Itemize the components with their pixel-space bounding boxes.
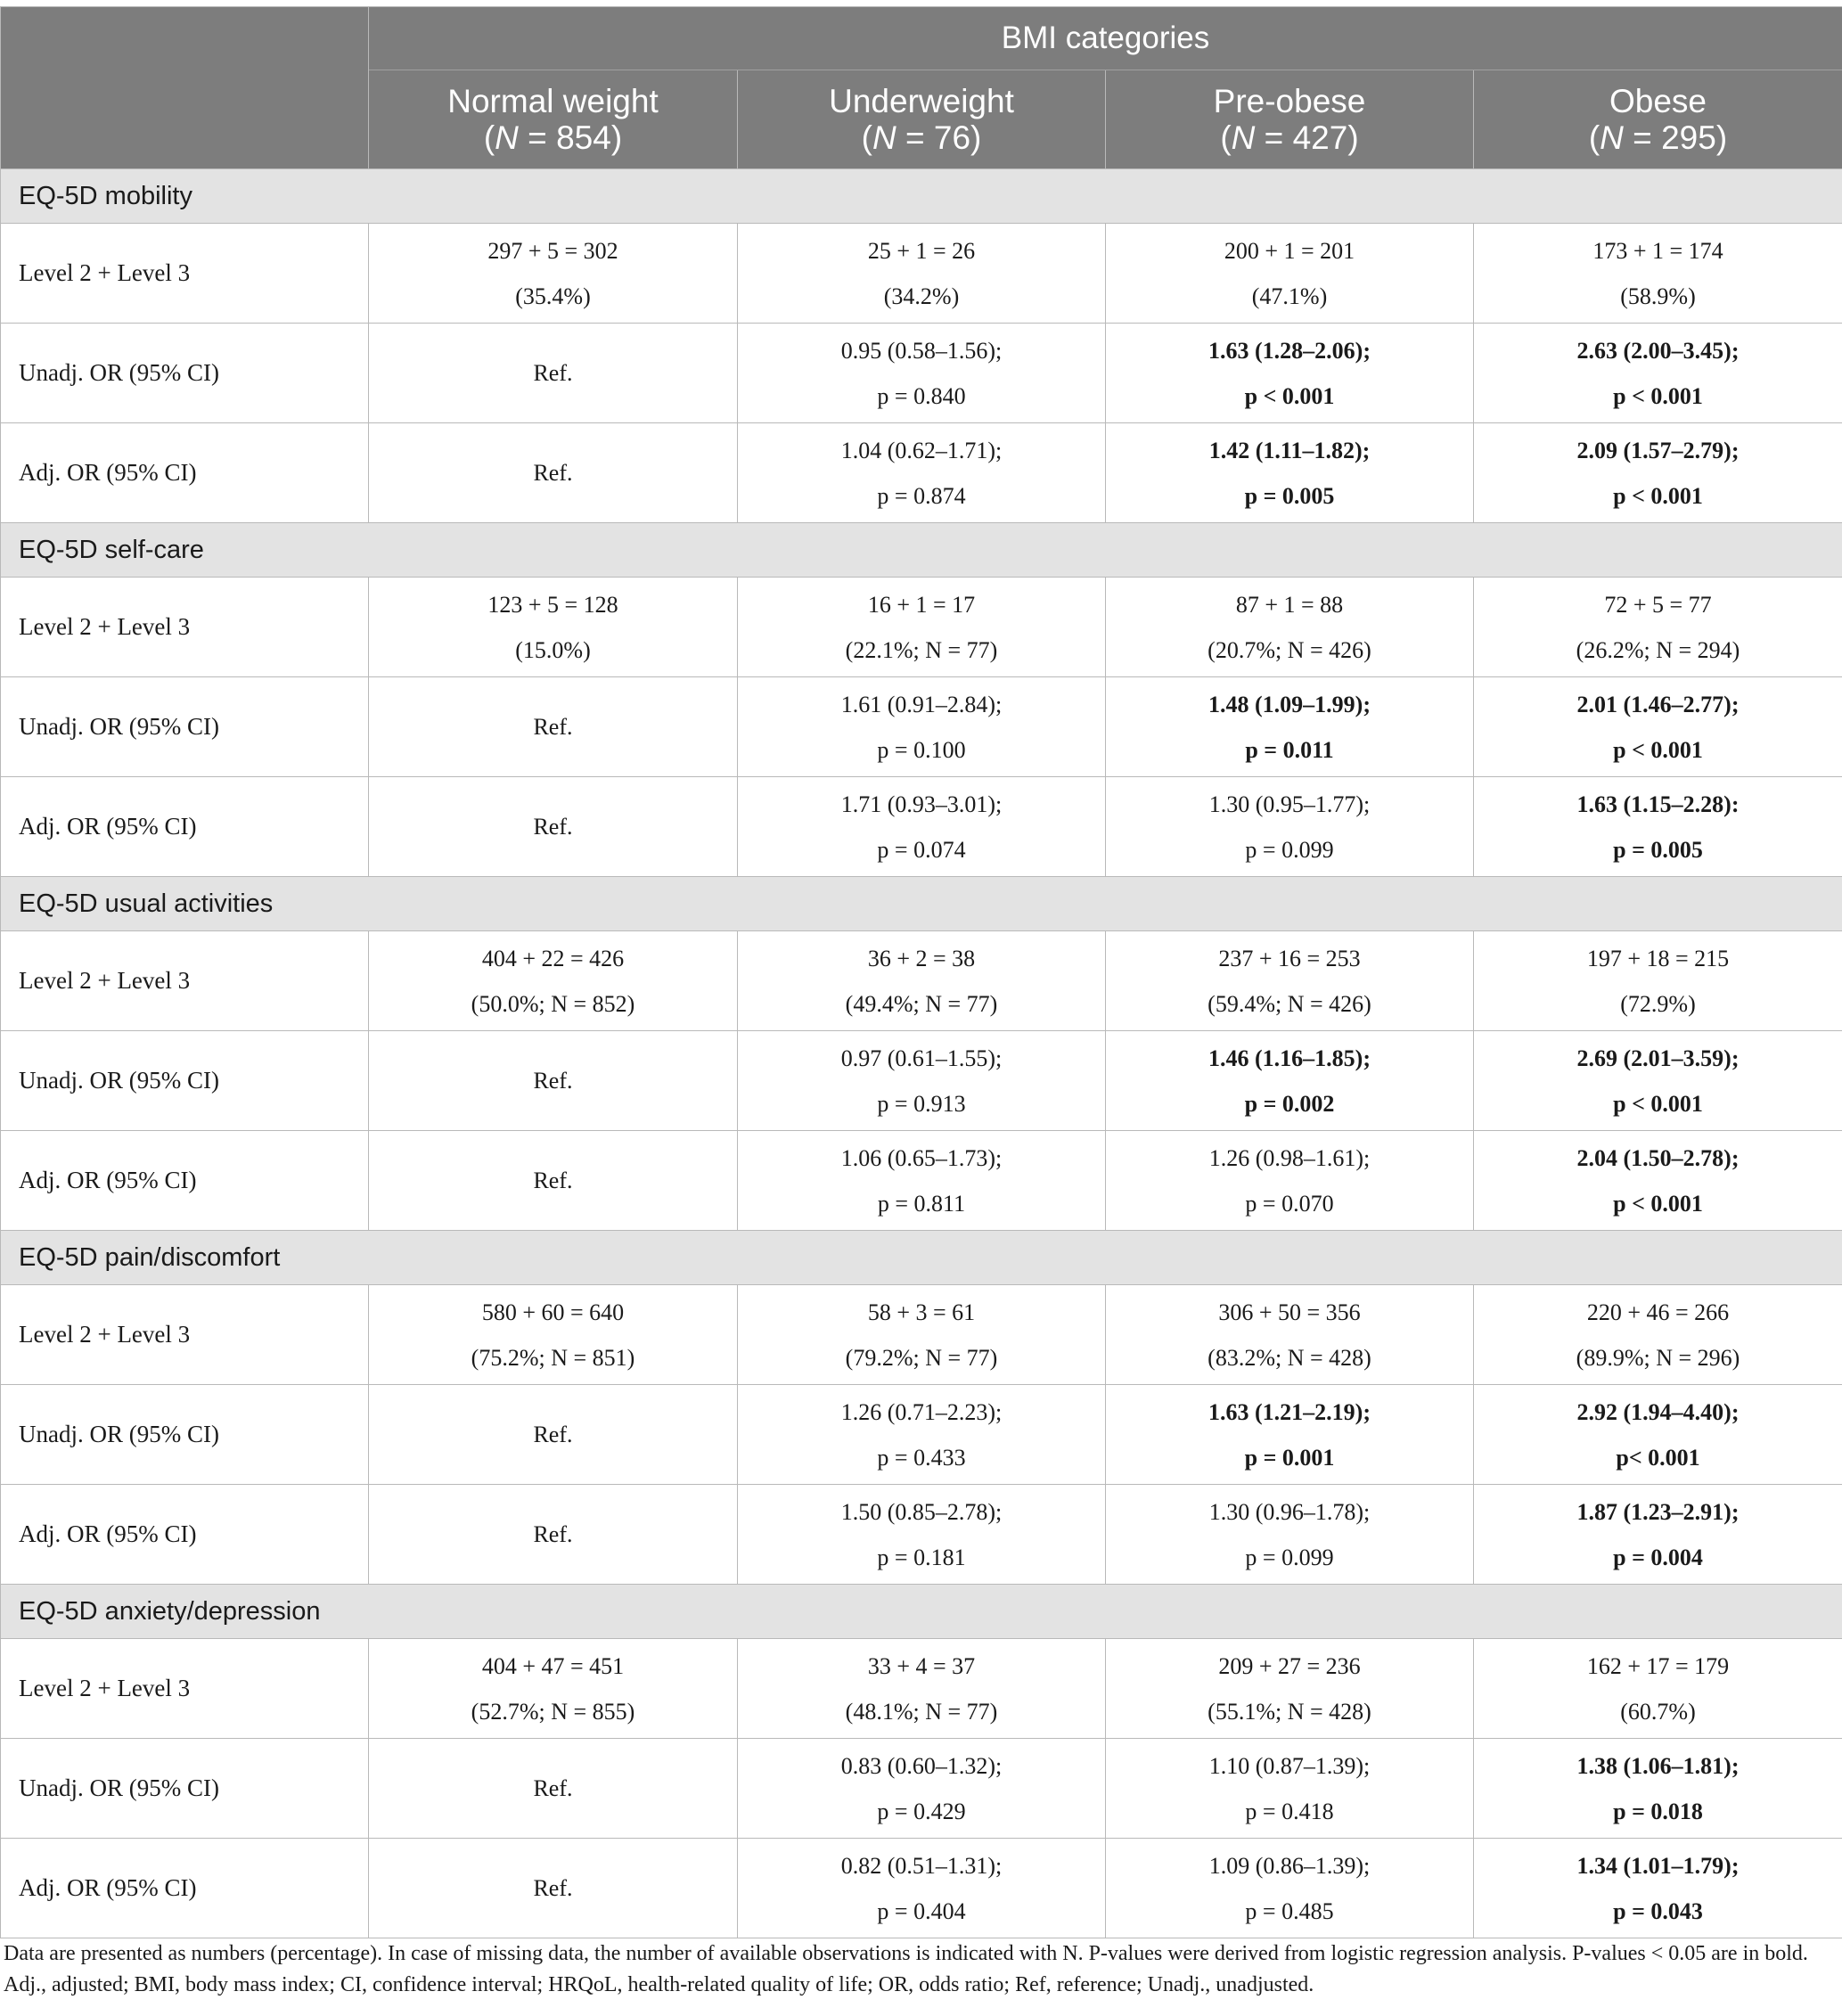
cell-line-1: 404 + 47 = 451 bbox=[481, 1652, 625, 1679]
table-cell bbox=[1474, 224, 1842, 324]
cell-line-1: 1.26 (0.71–2.23); bbox=[840, 1398, 1003, 1425]
cell-line-2: p = 0.099 bbox=[1245, 1544, 1334, 1570]
cell-line-2: p < 0.001 bbox=[1244, 382, 1335, 409]
cell-line-1: 306 + 50 = 356 bbox=[1218, 1299, 1361, 1325]
cell-line-1: 123 + 5 = 128 bbox=[487, 591, 618, 618]
table-cell bbox=[1106, 1285, 1474, 1385]
cell-line-2: p = 0.485 bbox=[1245, 1897, 1334, 1924]
section-row bbox=[1, 1231, 1842, 1285]
table-cell bbox=[369, 1739, 738, 1839]
cell-line-1: 237 + 16 = 253 bbox=[1218, 945, 1361, 971]
cell-line-1: 1.87 (1.23–2.91); bbox=[1576, 1498, 1740, 1525]
table-cell bbox=[1106, 324, 1474, 423]
table-cell bbox=[1106, 931, 1474, 1031]
column-header-name: Obese bbox=[1609, 83, 1707, 119]
table-cell bbox=[369, 1031, 738, 1131]
count-symbol: N bbox=[1231, 119, 1256, 156]
table-cell bbox=[738, 1485, 1106, 1585]
section-row bbox=[1, 169, 1842, 224]
cell-line-1: Ref. bbox=[533, 1875, 573, 1901]
table-row bbox=[1, 1739, 1842, 1839]
table-cell bbox=[738, 1639, 1106, 1739]
header-group-bmi-categories: BMI categories bbox=[369, 7, 1842, 70]
table-cell bbox=[1474, 777, 1842, 877]
table-cell bbox=[738, 578, 1106, 677]
cell-line-2: (52.7%; N = 855) bbox=[471, 1698, 635, 1725]
cell-line-1: 197 + 18 = 215 bbox=[1586, 945, 1730, 971]
column-header-count: (N = 76) bbox=[861, 119, 982, 156]
cell-line-2: p = 0.811 bbox=[877, 1190, 966, 1217]
cell-line-1: 0.95 (0.58–1.56); bbox=[840, 337, 1003, 364]
table-cell bbox=[738, 777, 1106, 877]
cell-line-2: (49.4%; N = 77) bbox=[845, 990, 998, 1017]
cell-line-2: (60.7%) bbox=[1620, 1698, 1696, 1725]
row-label: Adj. OR (95% CI) bbox=[1, 1839, 369, 1938]
cell-line-2: p = 0.099 bbox=[1245, 836, 1334, 863]
cell-line-1: 33 + 4 = 37 bbox=[867, 1652, 976, 1679]
table-row bbox=[1, 423, 1842, 523]
cell-line-2: (35.4%) bbox=[515, 283, 591, 309]
header-corner-cell bbox=[1, 7, 369, 169]
column-header-underweight bbox=[738, 70, 1106, 169]
cell-line-2: p = 0.840 bbox=[877, 382, 966, 409]
column-header-count: (N = 427) bbox=[1220, 119, 1359, 156]
cell-line-1: Ref. bbox=[533, 814, 573, 840]
cell-line-1: 2.63 (2.00–3.45); bbox=[1576, 337, 1740, 364]
cell-line-2: (55.1%; N = 428) bbox=[1208, 1698, 1371, 1725]
table-cell bbox=[738, 677, 1106, 777]
row-label: Unadj. OR (95% CI) bbox=[1, 1739, 369, 1839]
section-title: EQ-5D self-care bbox=[1, 523, 1842, 578]
cell-line-1: 1.30 (0.96–1.78); bbox=[1208, 1498, 1371, 1525]
table-row bbox=[1, 931, 1842, 1031]
table-cell bbox=[1106, 1639, 1474, 1739]
table-row bbox=[1, 1285, 1842, 1385]
cell-line-1: 404 + 22 = 426 bbox=[481, 945, 625, 971]
table-cell bbox=[1106, 1485, 1474, 1585]
table-cell bbox=[1106, 1385, 1474, 1485]
table-row bbox=[1, 777, 1842, 877]
table-cell bbox=[369, 1385, 738, 1485]
table-cell bbox=[1474, 1839, 1842, 1938]
cell-line-1: 1.09 (0.86–1.39); bbox=[1208, 1852, 1371, 1879]
cell-line-1: 2.09 (1.57–2.79); bbox=[1576, 437, 1740, 463]
row-label: Unadj. OR (95% CI) bbox=[1, 324, 369, 423]
table-cell bbox=[1474, 931, 1842, 1031]
cell-line-1: 1.42 (1.11–1.82); bbox=[1208, 437, 1371, 463]
cell-line-2: (75.2%; N = 851) bbox=[471, 1344, 635, 1371]
column-header-name: Normal weight bbox=[447, 83, 659, 119]
table-cell bbox=[1474, 1485, 1842, 1585]
cell-line-1: 0.82 (0.51–1.31); bbox=[840, 1852, 1003, 1879]
cell-line-1: Ref. bbox=[533, 1168, 573, 1193]
cell-line-1: 87 + 1 = 88 bbox=[1235, 591, 1344, 618]
table-cell bbox=[369, 1131, 738, 1231]
table-cell bbox=[1474, 1739, 1842, 1839]
cell-line-1: 2.01 (1.46–2.77); bbox=[1576, 691, 1740, 717]
table-row bbox=[1, 1485, 1842, 1585]
cell-line-2: (48.1%; N = 77) bbox=[845, 1698, 998, 1725]
cell-line-1: Ref. bbox=[533, 1068, 573, 1094]
table-cell bbox=[1474, 677, 1842, 777]
row-label: Adj. OR (95% CI) bbox=[1, 1485, 369, 1585]
table-cell bbox=[1474, 1031, 1842, 1131]
table-cell bbox=[369, 1285, 738, 1385]
table-header bbox=[1, 7, 1842, 169]
section-row bbox=[1, 877, 1842, 931]
bmi-eq5d-table bbox=[0, 6, 1842, 1938]
cell-line-2: (89.9%; N = 296) bbox=[1576, 1344, 1740, 1371]
row-label: Unadj. OR (95% CI) bbox=[1, 1385, 369, 1485]
cell-line-2: (15.0%) bbox=[515, 636, 591, 663]
table-cell bbox=[738, 1385, 1106, 1485]
column-header-pre-obese bbox=[1106, 70, 1474, 169]
table-row bbox=[1, 224, 1842, 324]
table-row bbox=[1, 677, 1842, 777]
cell-line-1: 200 + 1 = 201 bbox=[1224, 237, 1355, 264]
count-value: = 427 bbox=[1255, 119, 1348, 156]
cell-line-1: 1.06 (0.65–1.73); bbox=[840, 1144, 1003, 1171]
cell-line-1: 1.48 (1.09–1.99); bbox=[1208, 691, 1371, 717]
count-symbol: N bbox=[495, 119, 519, 156]
cell-line-1: 1.34 (1.01–1.79); bbox=[1576, 1852, 1740, 1879]
cell-line-1: 1.50 (0.85–2.78); bbox=[840, 1498, 1003, 1525]
table-row bbox=[1, 1639, 1842, 1739]
cell-line-2: (79.2%; N = 77) bbox=[845, 1344, 998, 1371]
cell-line-2: p = 0.070 bbox=[1245, 1190, 1334, 1217]
table-cell bbox=[1474, 578, 1842, 677]
table-cell bbox=[1106, 677, 1474, 777]
cell-line-2: p = 0.005 bbox=[1244, 482, 1335, 509]
cell-line-2: p = 0.181 bbox=[877, 1544, 966, 1570]
table-cell bbox=[369, 1839, 738, 1938]
cell-line-2: p = 0.001 bbox=[1244, 1444, 1335, 1471]
cell-line-1: 2.04 (1.50–2.78); bbox=[1576, 1144, 1740, 1171]
cell-line-2: (22.1%; N = 77) bbox=[845, 636, 998, 663]
section-row bbox=[1, 523, 1842, 578]
section-row bbox=[1, 1585, 1842, 1639]
column-header-name: Underweight bbox=[829, 83, 1014, 119]
table-cell bbox=[1106, 224, 1474, 324]
cell-line-2: (58.9%) bbox=[1620, 283, 1696, 309]
row-label: Level 2 + Level 3 bbox=[1, 1285, 369, 1385]
table-cell bbox=[1106, 578, 1474, 677]
cell-line-2: p = 0.874 bbox=[877, 482, 966, 509]
row-label: Adj. OR (95% CI) bbox=[1, 777, 369, 877]
cell-line-1: 1.26 (0.98–1.61); bbox=[1208, 1144, 1371, 1171]
table-cell bbox=[738, 324, 1106, 423]
section-title: EQ-5D usual activities bbox=[1, 877, 1842, 931]
cell-line-1: 1.10 (0.87–1.39); bbox=[1208, 1752, 1371, 1779]
cell-line-1: Ref. bbox=[533, 1521, 573, 1547]
cell-line-2: p < 0.001 bbox=[1613, 1190, 1703, 1217]
table-cell bbox=[369, 931, 738, 1031]
cell-line-1: Ref. bbox=[533, 1775, 573, 1801]
table-footnote: Data are presented as numbers (percentage). In case of missing data, the number of available observations is indicated with N. P-values were derived from logistic regression analysis. P-values < 0.05 are in bold. Adj., adjusted; BMI, body mass index; CI, confidence interval; HRQoL, health-related quality of life; OR, odds ratio; Ref, reference; Unadj., unadjusted. bbox=[4, 1942, 1808, 1996]
table-cell bbox=[1474, 1285, 1842, 1385]
cell-line-1: 1.63 (1.15–2.28): bbox=[1576, 791, 1740, 817]
column-header-name: Pre-obese bbox=[1213, 83, 1366, 119]
cell-line-2: (59.4%; N = 426) bbox=[1208, 990, 1371, 1017]
cell-line-2: p < 0.001 bbox=[1613, 736, 1703, 763]
cell-line-2: (26.2%; N = 294) bbox=[1576, 636, 1740, 663]
row-label: Unadj. OR (95% CI) bbox=[1, 677, 369, 777]
table-cell bbox=[738, 1285, 1106, 1385]
cell-line-1: Ref. bbox=[533, 360, 573, 386]
cell-line-1: 297 + 5 = 302 bbox=[487, 237, 618, 264]
count-symbol: N bbox=[872, 119, 896, 156]
table-cell bbox=[369, 578, 738, 677]
count-value: = 76 bbox=[896, 119, 971, 156]
cell-line-2: p < 0.001 bbox=[1613, 482, 1703, 509]
cell-line-2: (72.9%) bbox=[1620, 990, 1696, 1017]
cell-line-1: 1.04 (0.62–1.71); bbox=[840, 437, 1003, 463]
cell-line-2: p < 0.001 bbox=[1613, 382, 1703, 409]
cell-line-2: p = 0.913 bbox=[877, 1090, 966, 1117]
cell-line-2: (34.2%) bbox=[883, 283, 960, 309]
cell-line-1: Ref. bbox=[533, 1422, 573, 1447]
count-symbol: N bbox=[1600, 119, 1624, 156]
cell-line-2: p = 0.100 bbox=[877, 736, 966, 763]
cell-line-2: p = 0.433 bbox=[877, 1444, 966, 1471]
table-row bbox=[1, 1839, 1842, 1938]
table-cell bbox=[369, 777, 738, 877]
cell-line-2: p = 0.002 bbox=[1244, 1090, 1335, 1117]
row-label: Adj. OR (95% CI) bbox=[1, 423, 369, 523]
table-cell bbox=[369, 324, 738, 423]
cell-line-2: p = 0.043 bbox=[1613, 1897, 1703, 1924]
row-label: Level 2 + Level 3 bbox=[1, 1639, 369, 1739]
table-row bbox=[1, 578, 1842, 677]
table-body bbox=[1, 169, 1842, 1938]
cell-line-1: 2.92 (1.94–4.40); bbox=[1576, 1398, 1740, 1425]
table-cell bbox=[1106, 1739, 1474, 1839]
count-value: = 295 bbox=[1623, 119, 1716, 156]
cell-line-1: 580 + 60 = 640 bbox=[481, 1299, 625, 1325]
column-header-count: (N = 854) bbox=[483, 119, 623, 156]
cell-line-2: p < 0.001 bbox=[1613, 1090, 1703, 1117]
cell-line-1: 209 + 27 = 236 bbox=[1218, 1652, 1361, 1679]
cell-line-1: 1.38 (1.06–1.81); bbox=[1576, 1752, 1740, 1779]
table-cell bbox=[1106, 777, 1474, 877]
table-row bbox=[1, 1385, 1842, 1485]
table-cell bbox=[738, 1131, 1106, 1231]
cell-line-2: p = 0.004 bbox=[1613, 1544, 1703, 1570]
cell-line-1: 58 + 3 = 61 bbox=[867, 1299, 976, 1325]
results-table-container bbox=[0, 6, 1842, 1938]
cell-line-1: 1.61 (0.91–2.84); bbox=[840, 691, 1003, 717]
table-row bbox=[1, 1131, 1842, 1231]
cell-line-2: p = 0.429 bbox=[877, 1798, 966, 1824]
table-cell bbox=[369, 1639, 738, 1739]
cell-line-2: p = 0.074 bbox=[877, 836, 966, 863]
row-label: Level 2 + Level 3 bbox=[1, 578, 369, 677]
table-cell bbox=[1474, 423, 1842, 523]
cell-line-1: 0.83 (0.60–1.32); bbox=[840, 1752, 1003, 1779]
table-cell bbox=[369, 1485, 738, 1585]
cell-line-2: p = 0.005 bbox=[1613, 836, 1703, 863]
cell-line-2: (83.2%; N = 428) bbox=[1208, 1344, 1371, 1371]
cell-line-2: (47.1%) bbox=[1251, 283, 1328, 309]
cell-line-1: 25 + 1 = 26 bbox=[867, 237, 976, 264]
table-cell bbox=[1474, 1385, 1842, 1485]
cell-line-2: (20.7%; N = 426) bbox=[1208, 636, 1371, 663]
column-header-normal-weight bbox=[369, 70, 738, 169]
row-label: Level 2 + Level 3 bbox=[1, 224, 369, 324]
table-cell bbox=[1106, 423, 1474, 523]
cell-line-1: 1.30 (0.95–1.77); bbox=[1208, 791, 1371, 817]
cell-line-1: 72 + 5 = 77 bbox=[1604, 591, 1712, 618]
row-label: Level 2 + Level 3 bbox=[1, 931, 369, 1031]
section-title: EQ-5D mobility bbox=[1, 169, 1842, 224]
cell-line-2: p = 0.018 bbox=[1613, 1798, 1703, 1824]
table-cell bbox=[1474, 324, 1842, 423]
cell-line-1: 1.63 (1.28–2.06); bbox=[1208, 337, 1371, 364]
table-cell bbox=[1474, 1639, 1842, 1739]
cell-line-1: 1.63 (1.21–2.19); bbox=[1208, 1398, 1371, 1425]
cell-line-1: 173 + 1 = 174 bbox=[1592, 237, 1723, 264]
column-header-count: (N = 295) bbox=[1588, 119, 1728, 156]
table-cell bbox=[738, 1839, 1106, 1938]
cell-line-2: p = 0.011 bbox=[1245, 736, 1334, 763]
count-value: = 854 bbox=[518, 119, 611, 156]
table-cell bbox=[1106, 1131, 1474, 1231]
cell-line-1: Ref. bbox=[533, 714, 573, 740]
table-cell bbox=[369, 677, 738, 777]
cell-line-2: p = 0.404 bbox=[877, 1897, 966, 1924]
cell-line-1: 220 + 46 = 266 bbox=[1586, 1299, 1730, 1325]
table-cell bbox=[369, 224, 738, 324]
cell-line-1: 16 + 1 = 17 bbox=[867, 591, 976, 618]
table-cell bbox=[738, 1739, 1106, 1839]
cell-line-1: Ref. bbox=[533, 460, 573, 486]
cell-line-1: 2.69 (2.01–3.59); bbox=[1576, 1045, 1740, 1071]
table-cell bbox=[1474, 1131, 1842, 1231]
cell-line-1: 0.97 (0.61–1.55); bbox=[840, 1045, 1003, 1071]
table-cell bbox=[369, 423, 738, 523]
table-cell bbox=[1106, 1031, 1474, 1131]
cell-line-2: (50.0%; N = 852) bbox=[471, 990, 635, 1017]
row-label: Unadj. OR (95% CI) bbox=[1, 1031, 369, 1131]
row-label: Adj. OR (95% CI) bbox=[1, 1131, 369, 1231]
table-cell bbox=[1106, 1839, 1474, 1938]
table-cell bbox=[738, 423, 1106, 523]
cell-line-2: p = 0.418 bbox=[1245, 1798, 1334, 1824]
section-title: EQ-5D anxiety/depression bbox=[1, 1585, 1842, 1639]
column-header-obese bbox=[1474, 70, 1842, 169]
cell-line-1: 36 + 2 = 38 bbox=[867, 945, 976, 971]
cell-line-1: 1.46 (1.16–1.85); bbox=[1208, 1045, 1371, 1071]
table-cell bbox=[738, 931, 1106, 1031]
section-title: EQ-5D pain/discomfort bbox=[1, 1231, 1842, 1285]
cell-line-2: p< 0.001 bbox=[1616, 1444, 1700, 1471]
table-row bbox=[1, 1031, 1842, 1131]
cell-line-1: 1.71 (0.93–3.01); bbox=[840, 791, 1003, 817]
table-row bbox=[1, 324, 1842, 423]
table-cell bbox=[738, 224, 1106, 324]
table-cell bbox=[738, 1031, 1106, 1131]
cell-line-1: 162 + 17 = 179 bbox=[1586, 1652, 1730, 1679]
